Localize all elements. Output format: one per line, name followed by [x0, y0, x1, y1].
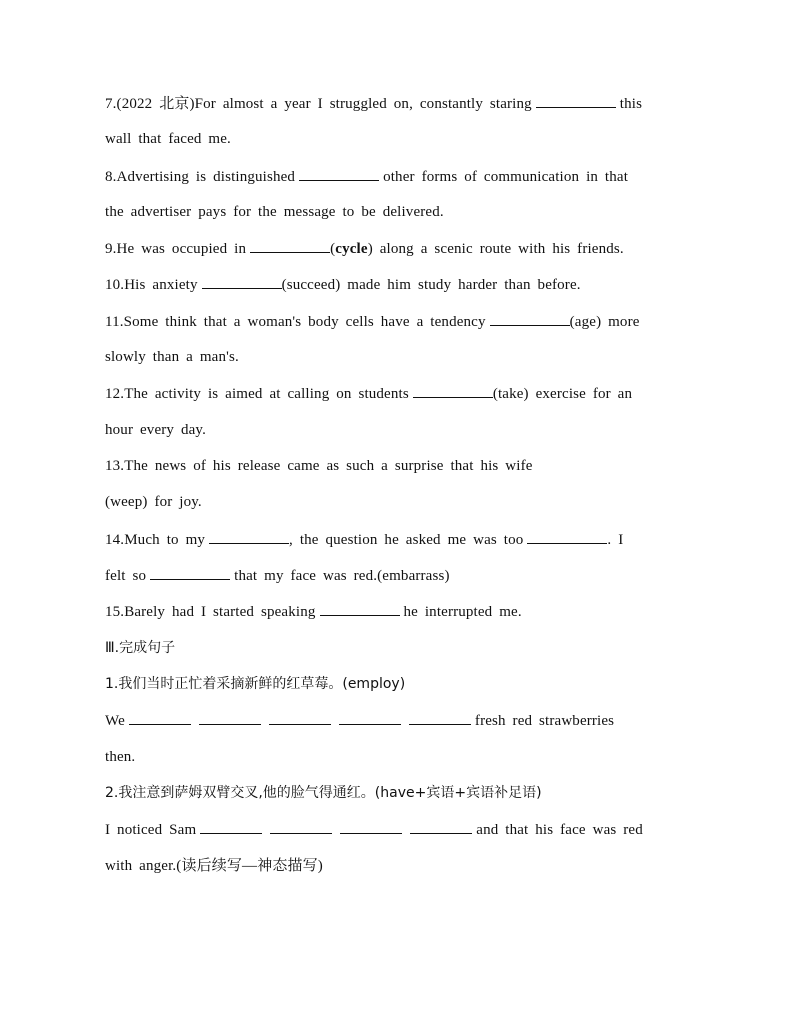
question-14-line-2: [105, 565, 450, 586]
question-9-text-end: ) along a scenic route with his friends.: [367, 241, 624, 257]
answer-blank[interactable]: [413, 383, 493, 398]
answer-blank[interactable]: [527, 529, 607, 544]
question-11-text: 11.Some think that a woman's body cells have a tendency: [105, 314, 486, 330]
answer-blank[interactable]: [269, 710, 331, 725]
question-10-line: [105, 274, 581, 295]
answer-blank[interactable]: [199, 710, 261, 725]
question-14-text-middle: , the question he asked me was too: [289, 532, 524, 548]
question-14-continuation: felt so: [105, 568, 147, 584]
sentence-1-text-end: fresh red strawberries: [474, 713, 615, 729]
question-15-line: [105, 601, 522, 622]
answer-blank[interactable]: [270, 819, 332, 834]
answer-blank[interactable]: [409, 710, 471, 725]
question-14-text: 14.Much to my: [105, 532, 206, 548]
section-heading: Ⅲ.完成句子: [105, 640, 176, 656]
sentence-2-text-end: and that his face was red: [476, 822, 643, 838]
sentence-2-continuation: with anger.(读后续写—神态描写): [105, 858, 323, 874]
sentence-2-line-1: [105, 819, 643, 840]
question-7-text-end: this: [619, 96, 643, 112]
question-13-line-2: [105, 492, 202, 512]
question-9-text: 9.He was occupied in: [105, 241, 247, 257]
question-7-line-1: [105, 93, 642, 114]
paren-open: (: [330, 241, 336, 257]
question-11-continuation: slowly than a man's.: [105, 349, 239, 365]
question-12-text: 12.The activity is aimed at calling on students: [105, 386, 409, 402]
question-13-line-1: [105, 456, 533, 476]
sentence-1-line-1: [105, 710, 614, 731]
question-13-continuation: (weep) for joy.: [105, 494, 202, 510]
question-8-line-1: [105, 166, 628, 187]
question-13-text: 13.The news of his release came as such a surprise that his wife: [105, 458, 533, 474]
question-12-continuation: hour every day.: [105, 422, 206, 438]
question-15-text-end: he interrupted me.: [403, 604, 522, 620]
sentence-2-prompt: 2.我注意到萨姆双臂交叉,他的脸气得通红。(have+宾语+宾语补足语): [105, 785, 542, 801]
answer-blank[interactable]: [200, 819, 262, 834]
question-15-text: 15.Barely had I started speaking: [105, 604, 316, 620]
question-7-text: 7.(2022 北京)For almost a year I struggled on, constantly staring: [105, 96, 532, 112]
answer-blank[interactable]: [490, 311, 570, 326]
question-7-line-2: [105, 129, 231, 149]
sentence-1-prompt: 1.我们当时正忙着采摘新鲜的红草莓。(employ): [105, 676, 406, 692]
answer-blank[interactable]: [209, 529, 289, 544]
question-8-text: 8.Advertising is distinguished: [105, 169, 296, 185]
question-10-text-end: (succeed) made him study harder than before.: [281, 277, 581, 293]
question-8-line-2: [105, 202, 444, 222]
sentence-1-text: We: [105, 713, 125, 729]
question-11-line-2: [105, 347, 239, 367]
question-12-line-1: [105, 383, 632, 404]
answer-blank[interactable]: [250, 238, 330, 253]
word-hint: cycle: [335, 241, 368, 257]
sentence-1-continuation: then.: [105, 749, 136, 765]
question-8-text-end: other forms of communication in that: [383, 169, 629, 185]
answer-blank[interactable]: [340, 819, 402, 834]
question-7-continuation: wall that faced me.: [105, 131, 231, 147]
answer-blank[interactable]: [536, 93, 616, 108]
question-14-continuation-end: that my face was red.(embarrass): [234, 568, 450, 584]
question-10-text: 10.His anxiety: [105, 277, 198, 293]
question-8-continuation: the advertiser pays for the message to be delivered.: [105, 204, 444, 220]
question-11-line-1: [105, 311, 640, 332]
sentence-2-line-2: [105, 856, 323, 876]
answer-blank[interactable]: [320, 601, 400, 616]
answer-blank[interactable]: [299, 166, 379, 181]
question-11-text-end: (age) more: [569, 314, 640, 330]
answer-blank[interactable]: [150, 565, 230, 580]
question-14-text-end: . I: [607, 532, 624, 548]
question-14-line-1: [105, 529, 623, 550]
answer-blank[interactable]: [339, 710, 401, 725]
sentence-2-text: I noticed Sam: [105, 822, 197, 838]
answer-blank[interactable]: [410, 819, 472, 834]
question-12-text-end: (take) exercise for an: [492, 386, 633, 402]
question-9-line: [105, 238, 624, 259]
answer-blank[interactable]: [202, 274, 282, 289]
sentence-1-line-2: [105, 747, 135, 767]
answer-blank[interactable]: [129, 710, 191, 725]
question-12-line-2: [105, 420, 206, 440]
